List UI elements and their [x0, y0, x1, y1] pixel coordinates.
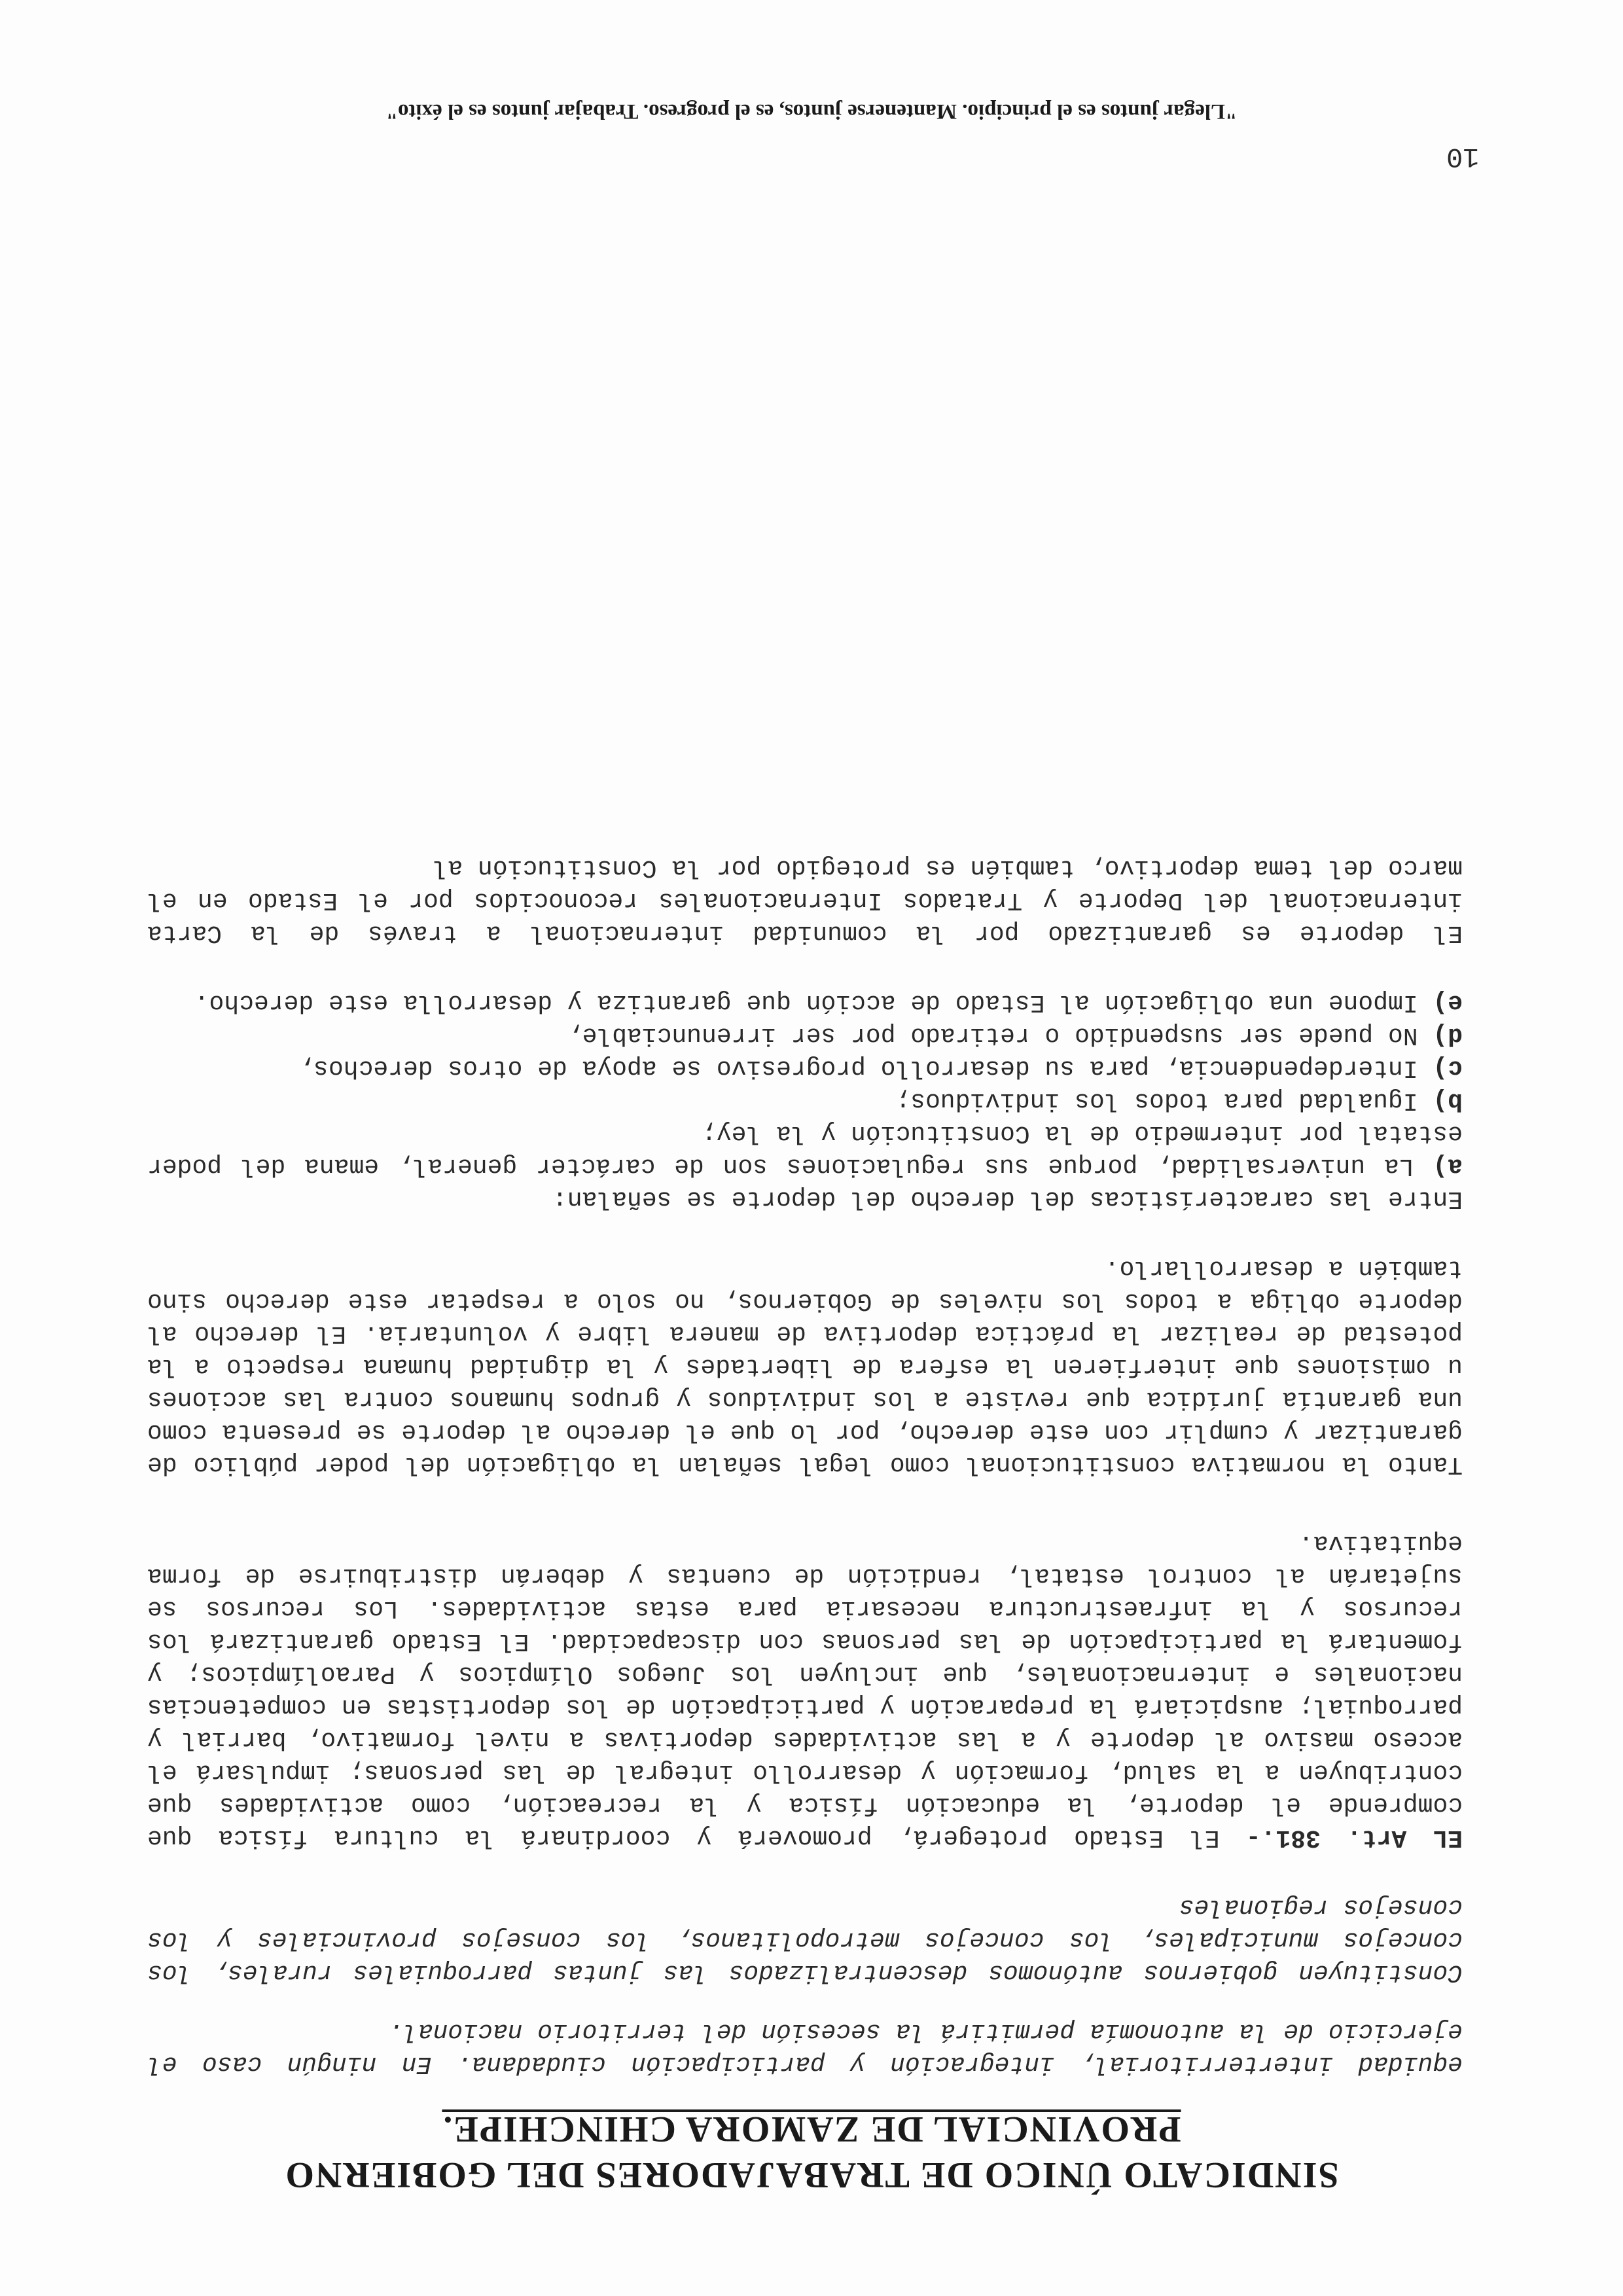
list-letter: a): [1433, 1152, 1463, 1180]
letterhead: [170, 2106, 1453, 2198]
paragraph-normativa: Tanto la normativa constitucional como legal señalan la obligación del poder público de garantizar y cumplir con este derecho, por lo que el derecho al deporte se presenta como una garantía jurídica que reviste a los individuos y grupos humanos contra las acciones u omisiones que interfieren la esfera de libertades y la dignidad humana respecto a la potestad de realizar la práctica deportiva de manera libre y voluntaria. El derecho al deporte obliga a todos los niveles de Gobiernos, no solo a respetar este derecho sino también a desarrollarlo.: [147, 1254, 1463, 1479]
paragraph-caracteristicas-intro: Entre las características del derecho del deporte se señalan:: [552, 1185, 1463, 1213]
article-label: EL Art. 381.-: [1245, 1823, 1463, 1852]
list-item: [147, 1051, 1463, 1084]
characteristics-list: [147, 986, 1463, 1182]
list-item: [147, 1117, 1463, 1182]
list-letter: c): [1433, 1054, 1463, 1082]
list-text: Igualdad para todos los individuos;: [895, 1086, 1433, 1115]
list-letter: b): [1433, 1086, 1463, 1115]
paragraph-gobiernos-autonomos: Constituyen gobiernos autónomos descentralizados las juntas parroquiales rurales, los concejos municipales, los concejos metropolitanos, los consejos provinciales y los consejos regionales: [147, 1893, 1463, 1986]
document-body: [147, 851, 1463, 2080]
list-letter: d): [1433, 1021, 1463, 1049]
paragraph-art-381: [147, 1526, 1463, 1854]
list-text: Impone una obligación al Estado de acción que garantiza y desarrolla este derecho.: [194, 988, 1433, 1016]
page-number: 10: [1446, 141, 1480, 172]
list-text: Interdependencia, para su desarrollo progresivo se apoya de otros derechos,: [298, 1054, 1433, 1082]
list-text: La universalidad, porque sus regulaciones son de carácter general, emana del poder estatal por intermedio de la Constitución y la ley;: [147, 1119, 1463, 1180]
paragraph-autonomy: equidad interterritorial, integración y participación ciudadana. En ningún caso el ejercicio de la autonomía permitirá la secesión del territorio nacional.: [147, 2017, 1463, 2078]
list-item: [147, 1084, 1463, 1117]
list-item: [147, 1018, 1463, 1051]
list-text: No puede ser suspendido o retirado por ser irrenunciable,: [567, 1021, 1433, 1049]
letterhead-line-2: PROVINCIAL DE ZAMORA CHINCHIPE.: [442, 2109, 1181, 2149]
article-text: El Estado protegerá, promoverá y coordinará la cultura física que comprende el deporte, la educación física y la recreación, como actividades que contribuyen a la salud, formación y desarrollo integral de las personas; impulsará el acceso masivo al deporte y a las actividades deportivas a nivel formativo, barrial y parroquial; auspiciará la preparación y participación de los deportistas en competencias nacionales e internacionales, que incluyen los Juegos Olímpicos y Paraolímpicos; y fomentará la participación de las personas con discapacidad. El Estado garantizará los recursos y la infraestructura necesaria para estas actividades. Los recursos se sujetarán al control estatal, rendición de cuentas y deberán distribuirse de forma equitativa.: [147, 1529, 1463, 1852]
footer-motto: "Llegar juntos es el principio. Mantenerse juntos, es el progreso. Trabajar juntos es el éxito": [385, 99, 1238, 123]
letterhead-line-1: SINDICATO ÚNICO DE TRABAJADORES DEL GOBIERNO: [284, 2155, 1339, 2195]
list-letter: e): [1433, 988, 1463, 1016]
list-item: [147, 986, 1463, 1018]
paragraph-carta-internacional: El deporte es garantizado por la comunidad internacional a través de la Carta internacional del Deporte y Tratados Internacionales reconocidos por el Estado en el marco del tema deportivo, también es protegido por la Constitución al: [147, 853, 1463, 947]
